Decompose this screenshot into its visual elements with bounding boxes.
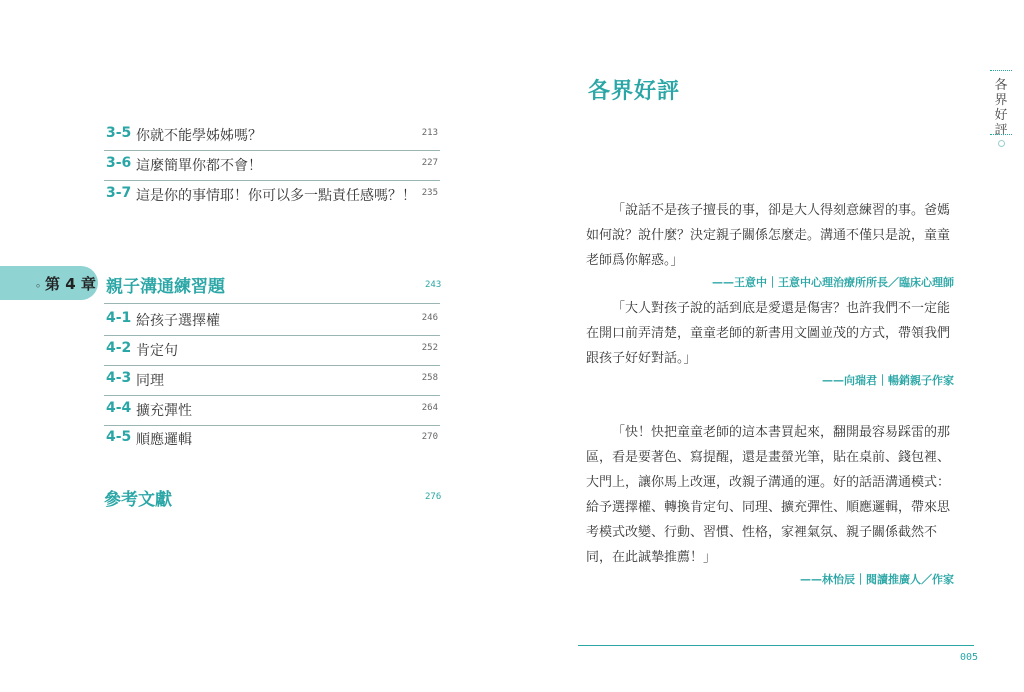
side-tab-label: 各界好評 bbox=[994, 78, 1008, 138]
toc-item-title: 你就不能學姊姊嗎？ bbox=[136, 128, 262, 144]
footer-rule bbox=[578, 645, 974, 646]
toc-item-title: 擴充彈性 bbox=[136, 403, 192, 419]
page-number: 005 bbox=[960, 652, 979, 663]
toc-item-page: 246 bbox=[421, 313, 438, 323]
page-title: 各界好評 bbox=[588, 78, 681, 104]
toc-item-title: 順應邏輯 bbox=[136, 432, 192, 448]
side-section-tab bbox=[988, 68, 1016, 148]
review-attribution: ——向瑞君｜暢銷親子作家 bbox=[822, 374, 954, 387]
toc-item-4-1[interactable] bbox=[104, 306, 440, 336]
toc-item-number: 4-2 bbox=[106, 340, 132, 356]
chapter-divider bbox=[104, 303, 440, 304]
toc-item-number: 4-4 bbox=[106, 400, 132, 416]
toc-item-number: 4-3 bbox=[106, 370, 132, 386]
chapter-title[interactable]: 親子溝通練習題 bbox=[106, 277, 225, 297]
chapter-dot: 。 bbox=[36, 276, 47, 289]
review-quote: 「大人對孩子說的話到底是愛還是傷害？也許我們不一定能在開口前弄清楚，童童老師的新書用文圖並茂的方式，帶領我們跟孩子好好對話。」 bbox=[586, 301, 951, 366]
review-attribution: ——林怡辰｜閱讀推廣人／作家 bbox=[800, 573, 954, 586]
toc-item-page: 235 bbox=[421, 188, 438, 198]
review-1 bbox=[586, 198, 954, 290]
toc-item-4-5[interactable] bbox=[104, 425, 440, 454]
toc-item-page: 252 bbox=[421, 343, 438, 353]
toc-item-number: 3-6 bbox=[106, 155, 132, 171]
endorsements-page bbox=[520, 0, 1024, 692]
chapter-page: 243 bbox=[425, 280, 442, 290]
references-title[interactable]: 參考文獻 bbox=[104, 490, 172, 510]
toc-item-title: 這是你的事情耶！你可以多一點責任感嗎？！ bbox=[136, 188, 416, 204]
toc-item-number: 3-7 bbox=[106, 185, 132, 201]
toc-item-number: 3-5 bbox=[106, 125, 132, 141]
review-2 bbox=[586, 296, 954, 388]
review-attribution: ——王意中｜王意中心理治療所所長／臨床心理師 bbox=[712, 276, 954, 289]
toc-item-title: 同理 bbox=[136, 373, 164, 389]
toc-item-title: 這麼簡單你都不會！ bbox=[136, 158, 262, 174]
side-tab-bottom-rule bbox=[990, 134, 1012, 135]
toc-item-page: 213 bbox=[421, 128, 438, 138]
toc-item-4-4[interactable] bbox=[104, 396, 440, 426]
toc-item-3-6[interactable] bbox=[104, 151, 440, 181]
toc-item-number: 4-5 bbox=[106, 429, 132, 445]
toc-item-number: 4-1 bbox=[106, 310, 132, 326]
side-tab-top-rule bbox=[990, 70, 1012, 71]
toc-item-title: 肯定句 bbox=[136, 343, 178, 359]
circle-icon bbox=[998, 140, 1005, 147]
toc-item-page: 227 bbox=[421, 158, 438, 168]
toc-item-4-3[interactable] bbox=[104, 366, 440, 396]
toc-item-page: 258 bbox=[421, 373, 438, 383]
toc-item-page: 270 bbox=[421, 432, 438, 442]
toc-item-4-2[interactable] bbox=[104, 336, 440, 366]
toc-item-page: 264 bbox=[421, 403, 438, 413]
chapter-tab[interactable] bbox=[0, 266, 98, 300]
toc-item-3-7[interactable] bbox=[104, 181, 440, 210]
references-page: 276 bbox=[425, 492, 442, 502]
toc-item-title: 給孩子選擇權 bbox=[136, 313, 220, 329]
review-3 bbox=[586, 420, 954, 587]
chapter-label: 第 4 章 bbox=[45, 275, 96, 293]
review-quote: 「說話不是孩子擅長的事，卻是大人得刻意練習的事。爸媽如何說？說什麼？決定親子關係怎麼走。溝通不僅只是說，童童老師爲你解惑。」 bbox=[586, 203, 951, 268]
review-quote: 「快！快把童童老師的這本書買起來，翻開最容易踩雷的那區，看是要著色、寫提醒，還是畫螢光筆，貼在桌前、錢包裡、大門上，讓你馬上改運，改親子溝通的運。好的話語溝通模式：給予選擇權、轉換肯定句、同理、擴充彈性、順應邏輯，帶來思考模式改變、行動、習慣、性格，家裡氣氛、親子關係截然不同，在此誠摯推薦！」 bbox=[586, 425, 951, 565]
toc-item-3-5[interactable] bbox=[104, 121, 440, 151]
